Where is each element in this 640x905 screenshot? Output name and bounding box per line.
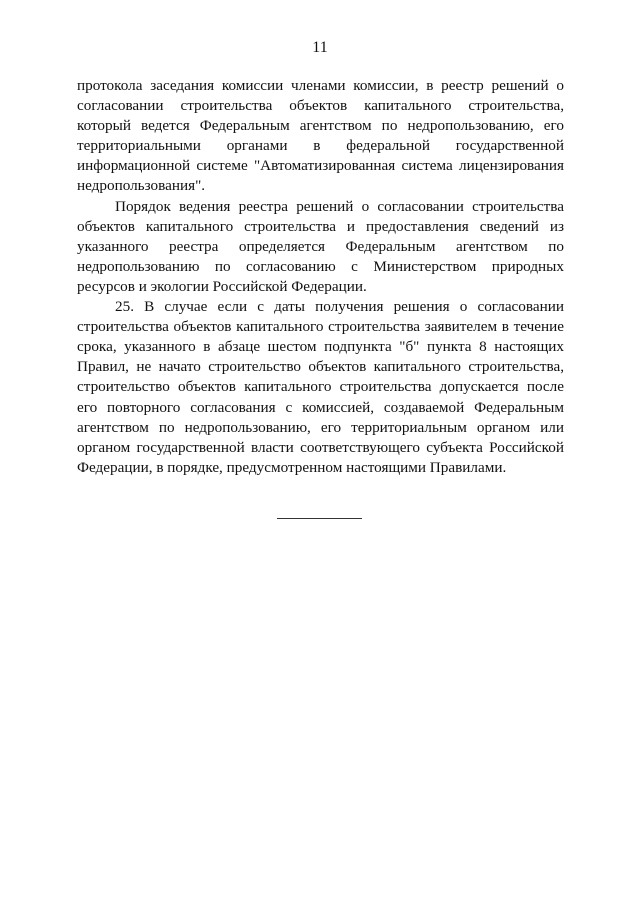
paragraph-continuation: протокола заседания комиссии членами комиссии, в реестр решений о согласовании строительства объектов капитального строительства, который ведется Федеральным агентством по недропользованию, его территориальными органами в федеральной государственной информационной системе "Автоматизированная система лицензирования недропользования". [77, 77, 564, 195]
paragraph-item-25: 25. В случае если с даты получения решения о согласовании строительства объектов капитального строительства заявителем в течение срока, указанного в абзаце шестом подпункта "б" пункта 8 настоящих Правил, не начато строительство объектов капитального строительства, строительство объектов капитального строительства допускается после его повторного согласования с комиссией, создаваемой Федеральным агентством по недропользованию, его территориальным органом или органом государственной власти соответствующего субъекта Российской Федерации, в порядке, предусмотренном настоящими Правилами. [77, 298, 564, 476]
end-of-document-rule [277, 518, 362, 519]
document-body [77, 76, 564, 478]
paragraph-registry-procedure: Порядок ведения реестра решений о согласовании строительства объектов капитального строительства и предоставления сведений из указанного реестра определяется Федеральным агентством по недропользованию по согласованию с Министерством природных ресурсов и экологии Российской Федерации. [77, 197, 564, 295]
page-number: 11 [312, 39, 328, 56]
